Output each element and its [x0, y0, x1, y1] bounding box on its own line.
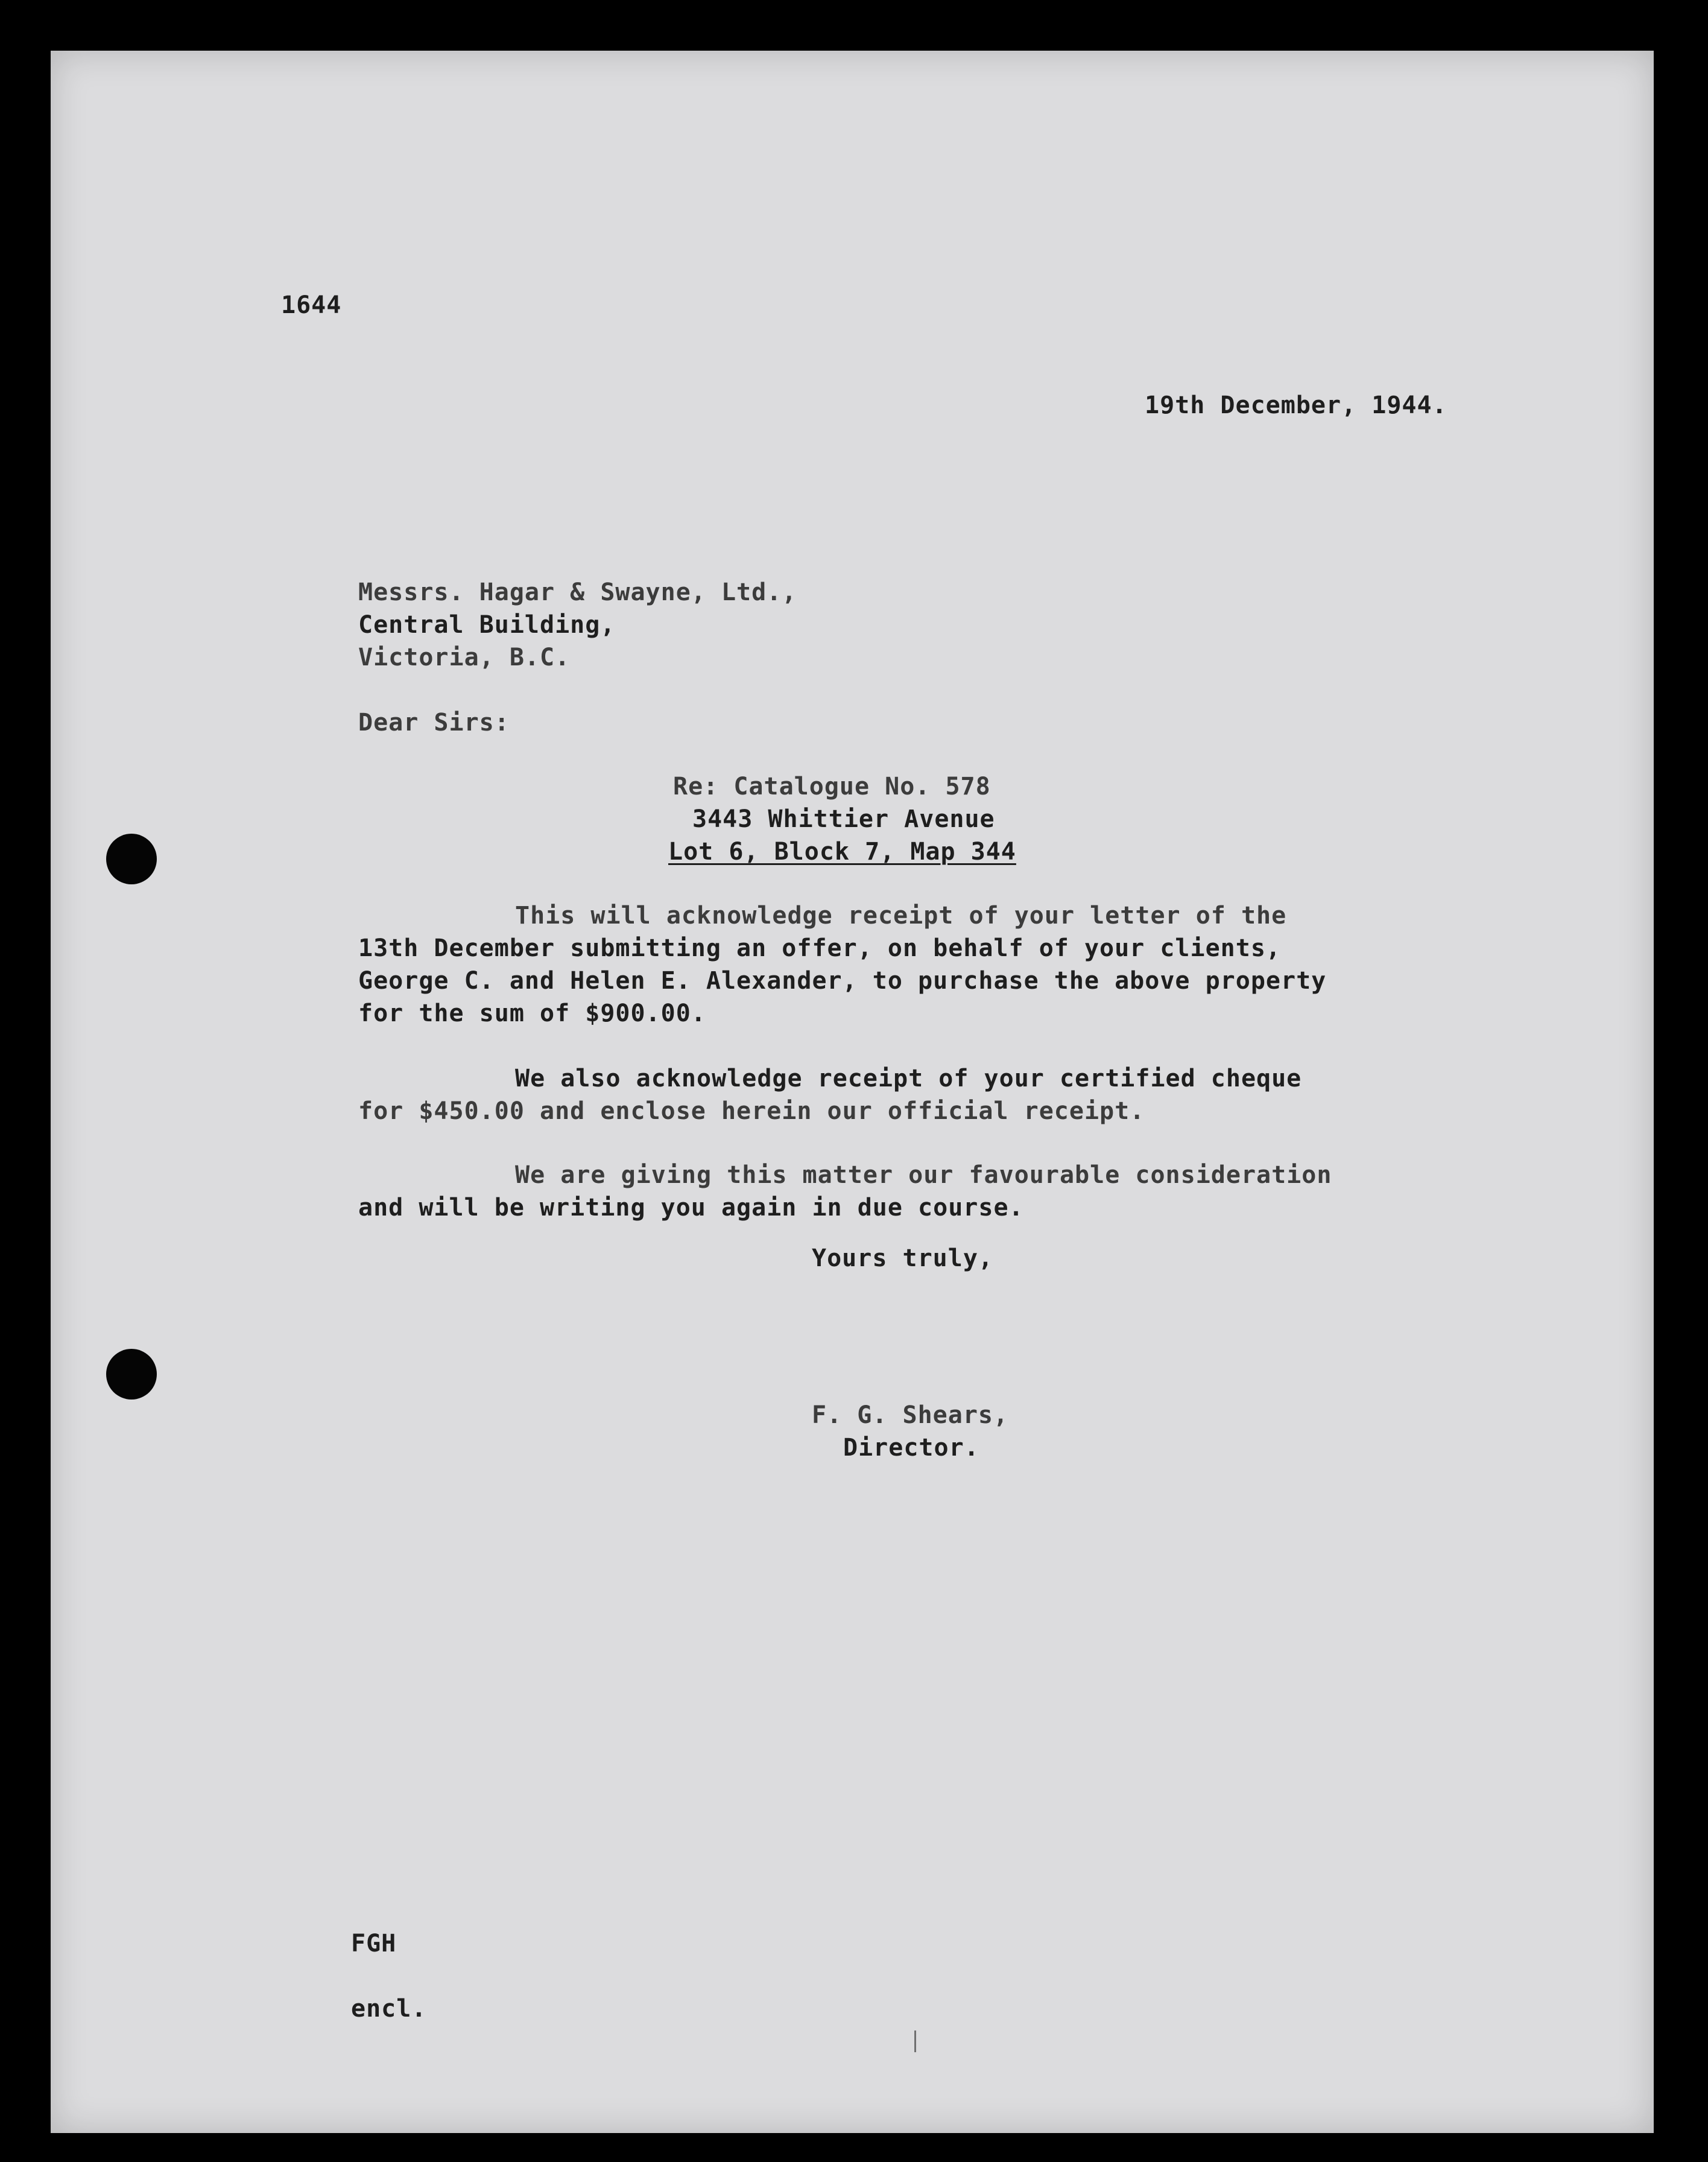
closing: Yours truly,: [812, 1244, 993, 1272]
body-p1-line-3: George C. and Helen E. Alexander, to purchase the above property: [358, 967, 1327, 995]
letter-date: 19th December, 1944.: [1145, 392, 1447, 419]
enclosure-note: encl.: [351, 1995, 427, 2023]
body-p3-line-1: We are giving this matter our favourable consideration: [515, 1161, 1332, 1189]
punch-hole-lower: [106, 1349, 157, 1400]
recipient-line-1: Messrs. Hagar & Swayne, Ltd.,: [358, 579, 797, 606]
body-p2-line-1: We also acknowledge receipt of your certified cheque: [515, 1065, 1302, 1092]
recipient-line-2: Central Building,: [358, 611, 616, 639]
body-p1-line-1: This will acknowledge receipt of your letter of the: [515, 902, 1287, 930]
subject-line-1: Re: Catalogue No. 578: [673, 773, 991, 800]
recipient-line-3: Victoria, B.C.: [358, 644, 571, 671]
salutation: Dear Sirs:: [358, 709, 510, 737]
subject-line-3: Lot 6, Block 7, Map 344: [668, 838, 1016, 866]
body-p1-line-4: for the sum of $900.00.: [358, 1000, 706, 1027]
body-p3-line-2: and will be writing you again in due course.: [358, 1194, 1024, 1222]
stray-mark: [914, 2030, 916, 2052]
punch-hole-upper: [106, 834, 157, 884]
file-number: 1644: [281, 291, 342, 319]
typist-initials: FGH: [351, 1930, 397, 1958]
signatory-title: Director.: [843, 1434, 979, 1462]
signatory-name: F. G. Shears,: [812, 1401, 1009, 1429]
body-p2-line-2: for $450.00 and enclose herein our official receipt.: [358, 1097, 1145, 1125]
subject-line-2: 3443 Whittier Avenue: [692, 805, 995, 833]
body-p1-line-2: 13th December submitting an offer, on behalf of your clients,: [358, 934, 1282, 962]
